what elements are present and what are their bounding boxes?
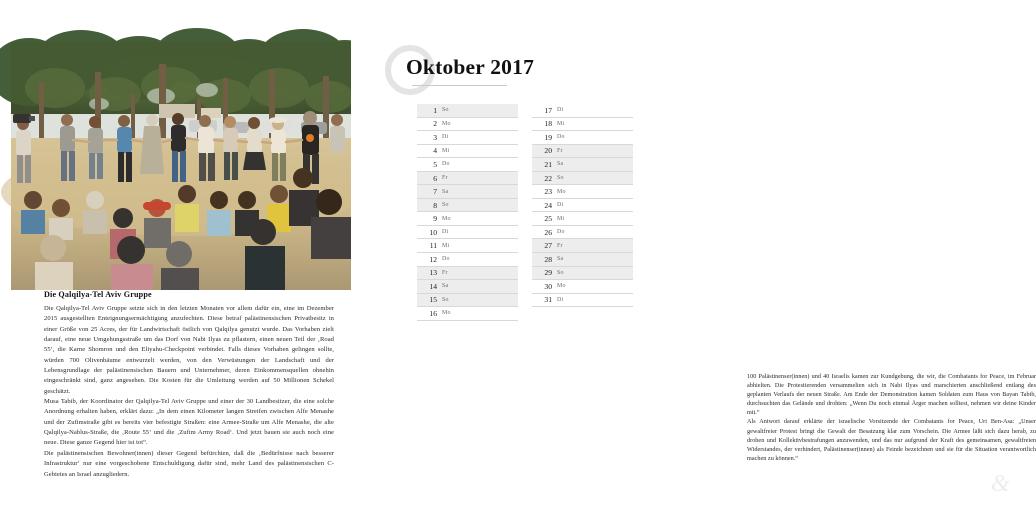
calendar-day-row[interactable] bbox=[417, 294, 518, 308]
calendar-day-weekday: Di bbox=[557, 202, 564, 209]
calendar-day-weekday: So bbox=[442, 107, 449, 114]
calendar-day-row[interactable] bbox=[532, 253, 633, 267]
calendar-day-number: 30 bbox=[544, 281, 552, 291]
calendar-day-weekday: Di bbox=[557, 296, 564, 303]
report-paragraph-1: 100 Palästinenser(innen) und 40 Israelis kamen zur Kundgebung, die wir, die Combatants for Peace, im Februar abhielten. Die Protestierenden versammelten sich in Nabi Ilyas und marschierten anschließend entlang des geplanten Verlaufs der neuen Straße. Am Ende der Demonstration kamen Soldaten zum Haus von Bayan Tabib, durchsuchten das Gelände und drohten: „Wenn Du noch einmal Ärger machen solltest, nehmen wir deine Kinder mit.“ bbox=[747, 373, 1036, 417]
calendar-day-row[interactable] bbox=[532, 145, 633, 159]
calendar-day-number: 9 bbox=[433, 214, 437, 224]
ampersand-flourish-icon: & bbox=[991, 471, 1010, 497]
calendar-column-second-half[interactable] bbox=[532, 104, 633, 321]
calendar-day-number: 27 bbox=[544, 241, 552, 251]
article-block bbox=[44, 290, 334, 480]
calendar-day-number: 23 bbox=[544, 187, 552, 197]
calendar-day-row[interactable] bbox=[417, 158, 518, 172]
calendar-day-weekday: So bbox=[557, 269, 564, 276]
calendar-day-number: 1 bbox=[433, 105, 437, 115]
calendar-day-number: 14 bbox=[429, 281, 437, 291]
calendar-day-number: 12 bbox=[429, 254, 437, 264]
calendar-day-number: 17 bbox=[544, 105, 552, 115]
calendar-day-number: 26 bbox=[544, 227, 552, 237]
article-paragraph-1: Die Qalqilya-Tel Aviv Gruppe setzte sich in den letzten Monaten vor allem dafür ein, eine im Dezember 2015 ausgestellten Enteignungsermächtigung anzufechten. Diese betraf palästinensischen Privatbesitz in einer Größe von 25 Acres, der für Landwirtschaft östlich von Qalqilya genutzt wurde. Das Vorhaben zielt darauf, eine neue Umgehungsstraße um das Dorf von Nabi Ilyas zu pflastern, einen neuen Teil der ‚Road 55‘, die Karne Shomron und den Eliyahu-Checkpoint verbindet. Falls dieses Vorhaben gelingen sollte, würden 700 Olivenbäume entwurzelt werden, von den Verwüstungen der Landschaft und der Lebensgrundlage der palästinensischen Bauern und Unternehmer, deren Einkommensquellen ohnehin eingeschränkt sind, ganz angesehen. Die Kosten für die Umleitung werden auf 50 Millionen Schekel geschätzt. bbox=[44, 305, 334, 395]
calendar-day-weekday: Fr bbox=[442, 175, 448, 181]
title-underline-rule bbox=[412, 85, 507, 86]
calendar-day-number: 5 bbox=[433, 159, 437, 169]
calendar-day-row[interactable] bbox=[417, 199, 518, 213]
calendar-day-number: 28 bbox=[544, 254, 552, 264]
month-header bbox=[385, 45, 685, 103]
calendar-day-weekday: Mo bbox=[557, 188, 566, 195]
calendar-day-number: 13 bbox=[429, 268, 437, 278]
calendar-day-weekday: Di bbox=[557, 107, 564, 114]
calendar-day-number: 24 bbox=[544, 200, 552, 210]
calendar-day-number: 8 bbox=[433, 200, 437, 210]
calendar-day-row[interactable] bbox=[532, 239, 633, 253]
calendar-day-row[interactable] bbox=[532, 294, 633, 308]
calendar-day-weekday: Mi bbox=[442, 242, 450, 249]
left-page bbox=[0, 0, 351, 520]
calendar-day-number: 19 bbox=[544, 132, 552, 142]
report-block bbox=[747, 372, 1036, 463]
calendar-day-number: 3 bbox=[433, 132, 437, 142]
calendar-day-row[interactable] bbox=[532, 172, 633, 186]
photo-artwork bbox=[11, 42, 352, 290]
calendar-day-row[interactable] bbox=[417, 267, 518, 281]
calendar-day-weekday: Do bbox=[557, 134, 565, 141]
calendar-day-number: 11 bbox=[429, 241, 437, 251]
calendar-day-weekday: Fr bbox=[557, 147, 563, 154]
calendar-day-row[interactable] bbox=[532, 226, 633, 240]
calendar-day-number: 6 bbox=[433, 173, 437, 183]
calendar-day-number: 31 bbox=[544, 295, 552, 305]
calendar-day-row[interactable] bbox=[417, 118, 518, 132]
calendar-grid bbox=[351, 104, 702, 321]
calendar-day-number: 10 bbox=[429, 227, 437, 237]
calendar-day-weekday: Sa bbox=[557, 161, 564, 168]
calendar-day-row[interactable] bbox=[532, 118, 633, 132]
page-title: Oktober 2017 bbox=[406, 55, 535, 79]
report-paragraph-2: Als Antwort darauf erklärte der israelische Vorsitzende der Combatants for Peace, Uri Ben-Asa: „Unser gewaltfreier Protest bringt die Gewalt der Besatzung klar zum Vorschein. Die Armee läßt sich dazu herab, zu drohen und Kollektivbestrafungen anzuwenden, und das nur aufgrund der Kraft des gemeinsamen, gewaltfreien Widerstandes, der verhindert, Palästinenser(innen) als Feinde bezeichnen und sie für die Situation verantwortlich machen zu können.“ bbox=[747, 418, 1036, 462]
calendar-day-row[interactable] bbox=[417, 280, 518, 294]
calendar-day-row[interactable] bbox=[417, 239, 518, 253]
calendar-day-weekday: Sa bbox=[442, 188, 449, 195]
calendar-day-number: 16 bbox=[429, 308, 437, 318]
calendar-day-weekday: Sa bbox=[442, 283, 449, 290]
calendar-day-row[interactable] bbox=[417, 226, 518, 240]
calendar-day-row[interactable] bbox=[417, 185, 518, 199]
calendar-day-row[interactable] bbox=[417, 131, 518, 145]
calendar-column-first-half[interactable] bbox=[417, 104, 518, 321]
calendar-day-weekday: Mi bbox=[442, 147, 450, 154]
calendar-day-weekday: Do bbox=[442, 161, 450, 168]
calendar-day-row[interactable] bbox=[417, 104, 518, 118]
calendar-day-weekday: Mi bbox=[557, 215, 565, 222]
calendar-day-row[interactable] bbox=[417, 172, 518, 186]
calendar-day-row[interactable] bbox=[417, 212, 518, 226]
calendar-day-number: 4 bbox=[433, 146, 437, 156]
calendar-day-weekday: Mi bbox=[557, 120, 565, 127]
calendar-day-weekday: Mo bbox=[442, 310, 451, 317]
calendar-day-weekday: Do bbox=[557, 229, 565, 236]
article-paragraph-2: Musa Tabib, der Koordinator der Qalqilya-Tel Aviv Gruppe und einer der 30 Landbesitzer, die eine solche Anordnung erhalten haben, erklärt dazu: „In dem einen Kilometer langen Streifen zwischen Alfe Menashe und der Zufimstraße gibt es bereits vier befestigte Straßen: eine Armee-Straße um Alfe Menashe, die alte Qalqilya-Nablus-Straße, die ‚Route 55‘ und die ‚Zufim Army Road‘. Und jetzt bauen sie auch noch eine neue. Diese ganze Gegend hier ist tot“. bbox=[44, 398, 334, 447]
calendar-day-weekday: Do bbox=[442, 256, 450, 263]
qalqilya-tel-aviv-group-gathering-photo bbox=[11, 42, 352, 290]
article-paragraph-3: Die palästinensischen Bewohner(innen) dieser Gegend befürchten, daß die ‚Bedürfnisse nach besserer Infrastruktur‘ nur eine vorgeschobene Entschuldigung dafür sind, mehr Land des palästinensischen C-Gebietes an Israel anzugliedern. bbox=[44, 449, 334, 478]
calendar-day-weekday: So bbox=[442, 296, 449, 303]
calendar-day-row[interactable] bbox=[417, 307, 518, 321]
right-page bbox=[351, 0, 1036, 520]
calendar-day-weekday: So bbox=[557, 175, 564, 181]
calendar-day-weekday: Fr bbox=[442, 269, 448, 276]
calendar-day-row[interactable] bbox=[532, 199, 633, 213]
calendar-day-number: 20 bbox=[544, 146, 552, 156]
calendar-day-number: 29 bbox=[544, 268, 552, 278]
calendar-day-weekday: Mo bbox=[557, 283, 566, 290]
calendar-day-row[interactable] bbox=[532, 104, 633, 118]
calendar-day-weekday: Di bbox=[442, 134, 449, 141]
calendar-day-number: 7 bbox=[433, 187, 437, 197]
calendar-day-weekday: Mo bbox=[442, 215, 451, 222]
article-title: Die Qalqilya-Tel Aviv Gruppe bbox=[44, 290, 152, 299]
calendar-day-number: 2 bbox=[433, 119, 437, 129]
calendar-day-row[interactable] bbox=[417, 145, 518, 159]
calendar-day-weekday: Sa bbox=[557, 256, 564, 263]
calendar-day-weekday: Fr bbox=[557, 242, 563, 249]
calendar-day-number: 18 bbox=[544, 119, 552, 129]
calendar-day-row[interactable] bbox=[532, 185, 633, 199]
calendar-day-row[interactable] bbox=[532, 267, 633, 281]
calendar-day-number: 15 bbox=[429, 295, 437, 305]
calendar-day-weekday: Di bbox=[442, 229, 449, 236]
calendar-day-row[interactable] bbox=[532, 280, 633, 294]
calendar-day-number: 22 bbox=[544, 173, 552, 183]
calendar-day-row[interactable] bbox=[532, 212, 633, 226]
calendar-day-number: 25 bbox=[544, 214, 552, 224]
calendar-day-weekday: So bbox=[442, 202, 449, 209]
calendar-day-row[interactable] bbox=[417, 253, 518, 267]
calendar-day-row[interactable] bbox=[532, 131, 633, 145]
calendar-day-row[interactable] bbox=[532, 158, 633, 172]
calendar-day-number: 21 bbox=[544, 159, 552, 169]
calendar-day-weekday: Mo bbox=[442, 120, 451, 127]
